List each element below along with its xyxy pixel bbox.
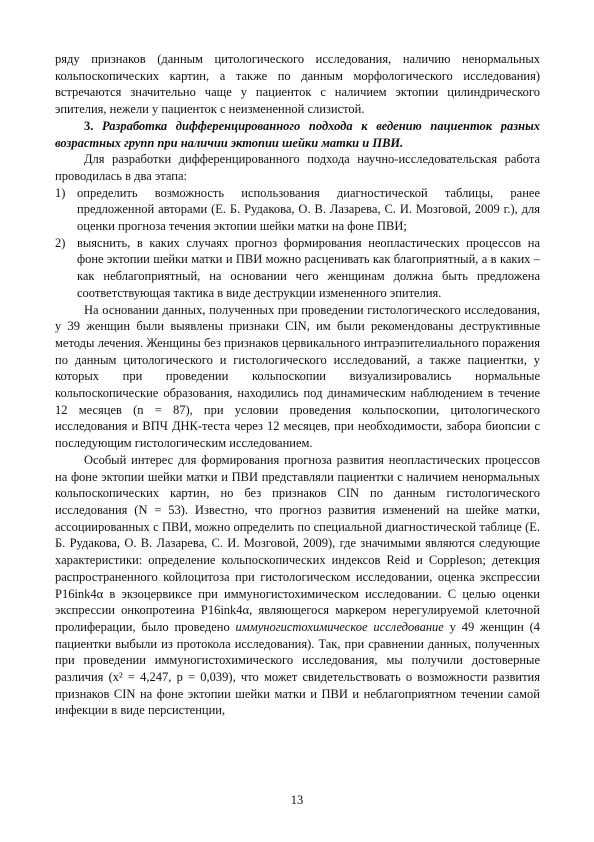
- paragraph-method-intro: Для разработки дифференцированного подхода научно-исследовательская работа проводилась в два этапа:: [55, 152, 540, 183]
- step-text: выяснить, в каких случаях прогноз формирования неопластических процессов на фоне эктопии шейки матки и ПВИ можно расценивать как благоприятный, а в каких – как неблагоприятный, на основании чего женщинам должна быть предложена соответствующая тактика в виде деструкции измененного эпителия.: [77, 235, 540, 300]
- page-number: 13: [290, 793, 304, 807]
- paragraph-continuation: ряду признаков (данным цитологического исследования, наличию ненормальных кольпоскопических картин, а также по данным морфологического исследования) встречаются значительно чаще у пациенток с наличием эктопии цилиндрического эпителия, нежели у пациенток с неизмененной слизистой.: [55, 52, 540, 117]
- step-text: определить возможность использования диагностической таблицы, ранее предложенной авторами (Е. Б. Рудакова, О. В. Лазарева, С. И. Мозговой, 2009 г.), для оценки прогноза течения эктопии шейки матки на фоне ПВИ;: [77, 185, 540, 234]
- section-heading-text: Разработка дифференцированного подхода к ведению пациенток разных возрастных групп при наличии эктопии шейки матки и ПВИ.: [55, 118, 540, 150]
- method-step: [55, 235, 540, 302]
- section-heading: [55, 118, 540, 151]
- paragraph-histology: На основании данных, полученных при проведении гистологического исследования, у 39 женщин были выявлены признаки CIN, им были рекомендованы деструктивные методы лечения. Женщины без признаков цервикального интраэпителиального поражения по данным цитологического и гистологического исследований, а также пациентки, у которых при проведении кольпоскопии визуализировались нормальные кольпоскопические образования, находились под динамическим наблюдением в течение 12 месяцев (n = 87), при условии проведения кольпоскопии, цитологического исследования и ВПЧ ДНК-теста через 12 месяцев, при необходимости, забора биопсии с последующим гистологическим исследованием.: [55, 302, 540, 451]
- paragraph-prognosis: [55, 452, 540, 719]
- prognosis-text-end: у 49 женщин (4 пациентки выбыли из протокола исследования). Так, при сравнении данных, полученных при проведении иммуногистохимического исследования, мы получили достоверные различия (x² = 4,247, p = 0,039), что может свидетельствовать о возможности развития признаков CIN на фоне эктопии шейки матки и ПВИ и неблагоприятном течении самой инфекции в виде персистенции,: [55, 619, 540, 718]
- step-marker: 1): [55, 185, 66, 200]
- method-step: [55, 185, 540, 235]
- prognosis-text-start: Особый интерес для формирования прогноза развития неопластических процессов на фоне эктопии шейки матки и ПВИ представляли пациентки с наличием ненормальных кольпоскопических картин, но без признаков CIN по данным гистологического исследования (N = 53). Известно, что прогноз развития изменений на шейке матки, ассоциированных с ПВИ, можно определить по специальной диагностической таблице (Е. Б. Рудакова, О. В. Лазарева, С. И. Мозговой, 2009), где значимыми являются следующие характеристики: определение кольпоскопических индексов Reid и Coppleson; детекция распространенного койлоцитоза при гистологическом исследовании, оценка экспрессии P16ink4α в экзоцервиксе при иммуногистохимическом исследовании. С целью оценки экспрессии онкопротеина P16ink4α, являющегося маркером нерегулируемой клеточной пролиферации, было проведено: [55, 452, 540, 634]
- step-marker: 2): [55, 235, 66, 250]
- page-body: [55, 51, 540, 719]
- method-steps-list: [55, 185, 540, 302]
- section-number: 3.: [84, 118, 94, 133]
- italic-term: иммуногистохимическое исследование: [235, 619, 444, 634]
